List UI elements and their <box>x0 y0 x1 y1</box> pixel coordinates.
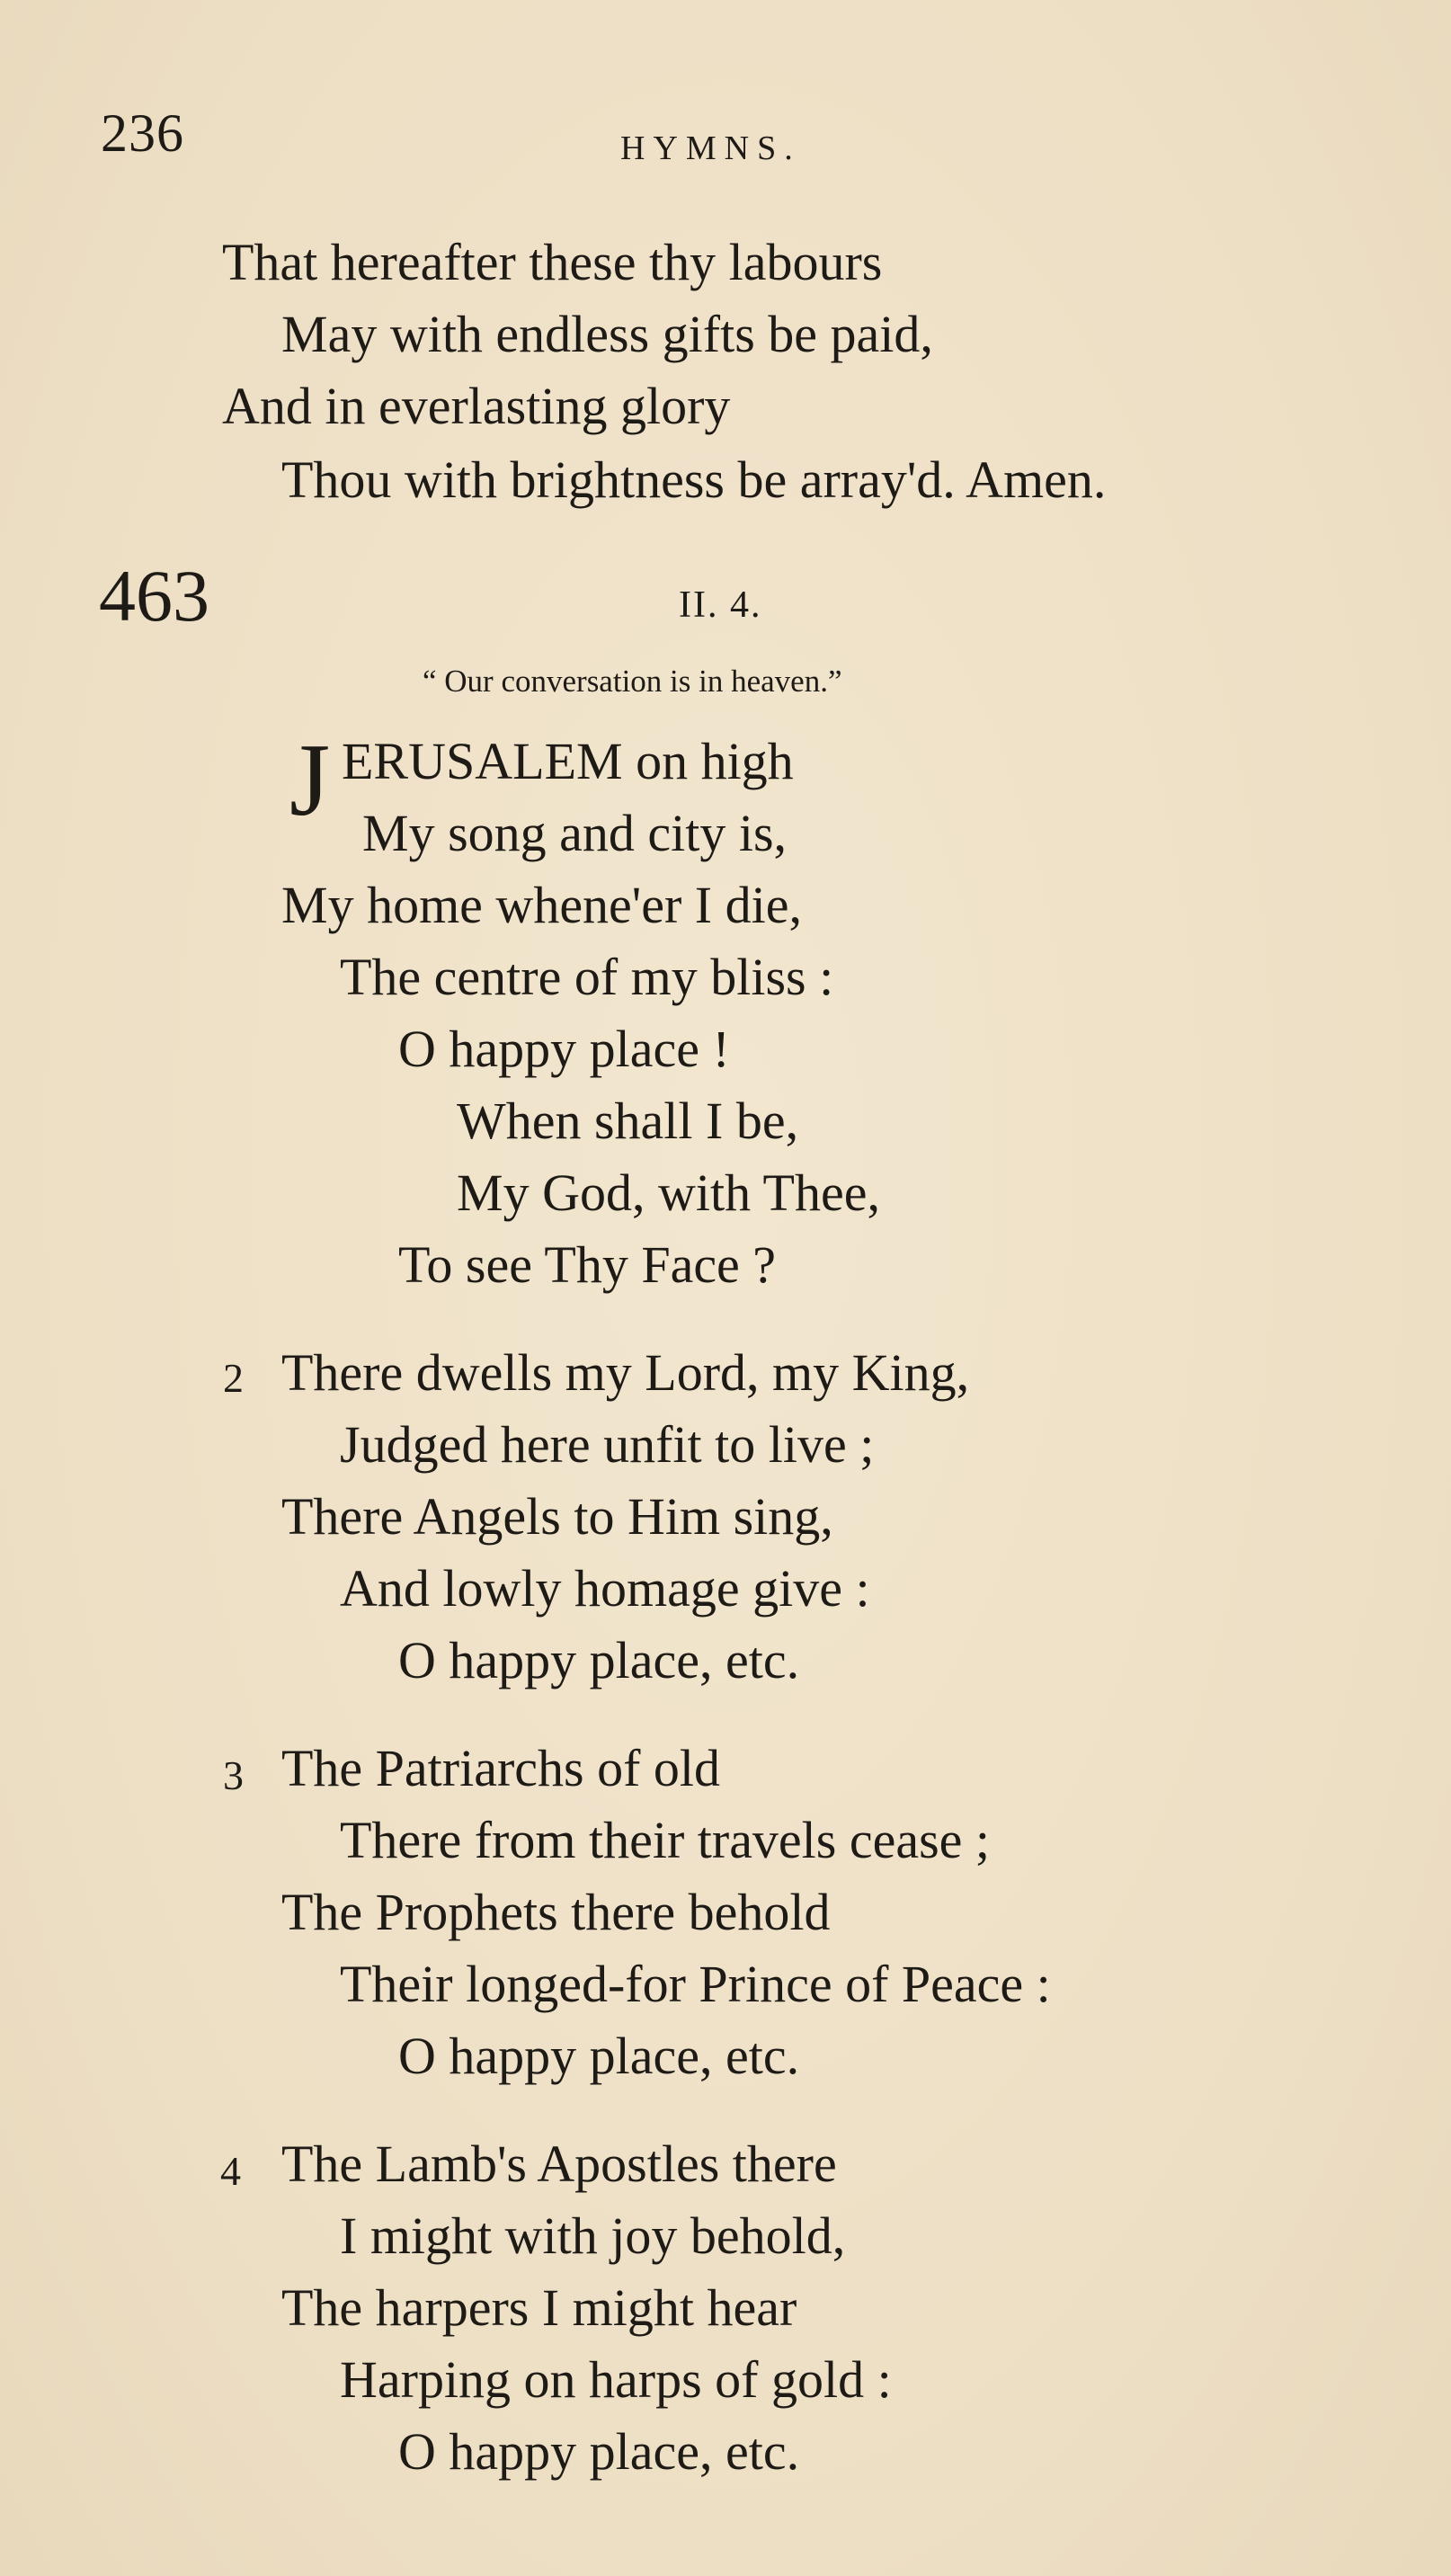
verse-number: 4 <box>220 2148 241 2194</box>
verse-line: My God, with Thee, <box>457 1163 880 1222</box>
verse-line: O happy place, etc. <box>398 2027 800 2085</box>
hymn-meter: II. 4. <box>679 584 762 626</box>
verse-line: ERUSALEM on high <box>342 732 794 790</box>
verse-number: 2 <box>223 1355 244 1401</box>
prev-hymn-line: That hereafter these thy labours <box>222 233 883 291</box>
verse-line: My song and city is, <box>362 804 788 862</box>
verse-line: The Prophets there behold <box>281 1883 831 1941</box>
verse-line: Judged here unfit to live ; <box>340 1415 875 1474</box>
page-number: 236 <box>101 103 184 163</box>
verse-line: The Patriarchs of old <box>281 1739 721 1797</box>
verse-line: To see Thy Face ? <box>398 1235 777 1294</box>
verse-line: There Angels to Him sing, <box>281 1487 833 1546</box>
verse-line: And lowly homage give : <box>340 1559 870 1618</box>
verse-line: There from their travels cease ; <box>340 1811 991 1869</box>
verse-line: My home whene'er I die, <box>281 876 802 934</box>
verse-line: The centre of my bliss : <box>340 948 834 1006</box>
verse-line: Their longed-for Prince of Peace : <box>340 1955 1051 2013</box>
verse-line: O happy place, etc. <box>398 1631 800 1689</box>
prev-hymn-line: Thou with brightness be array'd. Amen. <box>281 450 1107 509</box>
verse-line: There dwells my Lord, my King, <box>281 1343 970 1402</box>
verse-line: The harpers I might hear <box>281 2278 797 2337</box>
hymn-epigraph: “ Our conversation is in heaven.” <box>423 664 842 699</box>
running-head: HYMNS. <box>620 129 801 167</box>
verse-line: Harping on harps of gold : <box>340 2350 892 2409</box>
verse-line: When shall I be, <box>457 1092 799 1150</box>
verse-line: I might with joy behold, <box>340 2206 846 2265</box>
verse-line: O happy place ! <box>398 1020 730 1078</box>
verse-number: 3 <box>223 1752 244 1798</box>
drop-cap: J <box>289 723 331 838</box>
verse-line: The Lamb's Apostles there <box>281 2135 837 2193</box>
hymn-number: 463 <box>99 555 209 637</box>
verse-line: O happy place, etc. <box>398 2422 800 2481</box>
prev-hymn-line: May with endless gifts be paid, <box>281 305 933 363</box>
prev-hymn-line: And in everlasting glory <box>222 377 731 435</box>
